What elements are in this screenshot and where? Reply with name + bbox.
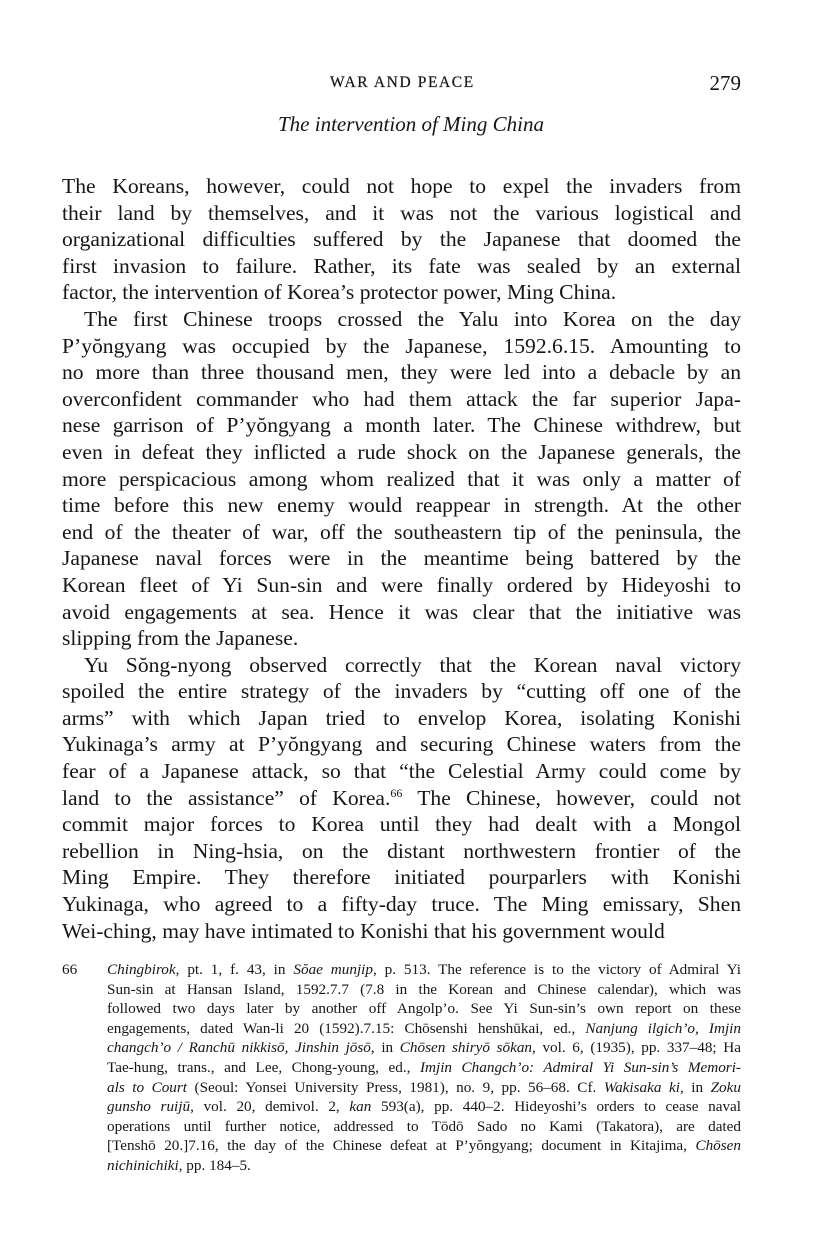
paragraph <box>62 173 741 306</box>
text-line: no more than three thousand men, they were led into a debacle by an <box>62 360 741 385</box>
paragraph <box>62 652 741 945</box>
text-line: P’yŏngyang was occupied by the Japanese, 1592.6.15. Amounting to <box>62 333 741 358</box>
footnote-line: engagements, dated Wan-li 20 (1592).7.15: Chōsenshi henshūkai, ed., Nanjung ilgich’o, Imjin <box>107 1019 741 1037</box>
footnote-number: 66 <box>62 961 78 978</box>
text-line: avoid engagements at sea. Hence it was clear that the initiative was <box>62 599 741 624</box>
text-line: even in defeat they inflicted a rude shock on the Japanese generals, the <box>62 439 741 464</box>
text-line: spoiled the entire strategy of the invaders by “cutting off one of the <box>62 679 741 704</box>
footnote-line: changch’o / Ranchū nikkisō, Jinshin jōsō, in Chōsen shiryō sōkan, vol. 6, (1935), pp. 337–48; Ha <box>107 1039 741 1057</box>
text-line: overconfident commander who had them attack the far superior Japa- <box>62 386 741 411</box>
text-line: Yukinaga, who agreed to a fifty-day truce. The Ming emissary, Shen <box>62 892 741 917</box>
text-line: slipping from the Japanese. <box>62 626 299 651</box>
footnote-line: nichinichiki, pp. 184–5. <box>107 1156 251 1174</box>
footnotes <box>62 960 741 1176</box>
text-line: The first Chinese troops crossed the Yalu into Korea on the day <box>84 306 741 331</box>
text-line: first invasion to failure. Rather, its fate was sealed by an external <box>62 253 741 278</box>
footnote-line: Tae-hung, trans., and Lee, Chong-young, ed., Imjin Changch’o: Admiral Yi Sun-sin’s Memori- <box>107 1058 741 1076</box>
page-number: 279 <box>709 71 741 95</box>
text-line: commit major forces to Korea until they had dealt with a Mongol <box>62 812 741 837</box>
footnote-line: operations until further notice, addressed to Tōdō Sado no Kami (Takatora), are dated <box>107 1117 741 1135</box>
text-line: Yu Sŏng-nyong observed correctly that the Korean naval victory <box>84 652 741 677</box>
footnote-line: followed two days later by another off Angolp’o. See Yi Sun-sin’s own report on these <box>107 1000 741 1018</box>
footnote-line: als to Court (Seoul: Yonsei University Press, 1981), no. 9, pp. 56–68. Cf. Wakisaka ki, in Zoku <box>107 1078 741 1096</box>
footnote-line: gunsho ruijū, vol. 20, demivol. 2, kan 593(a), pp. 440–2. Hideyoshi’s orders to cease naval <box>107 1098 741 1116</box>
footnote-reference[interactable]: 66 <box>390 785 403 800</box>
footnote-line: Sun-sin at Hansan Island, 1592.7.7 (7.8 in the Korean and Chinese calendar), which was <box>107 980 741 998</box>
text-line: Korean fleet of Yi Sun-sin and were finally ordered by Hideyoshi to <box>62 572 741 597</box>
section-title: The intervention of Ming China <box>278 112 544 136</box>
text-line: end of the theater of war, off the southeastern tip of the peninsula, the <box>62 519 741 544</box>
text-line: Wei-ching, may have intimated to Konishi that his government would <box>62 918 665 943</box>
running-title: WAR AND PEACE <box>330 74 475 91</box>
text-line: fear of a Japanese attack, so that “the Celestial Army could come by <box>62 759 741 784</box>
text-line: rebellion in Ning-hsia, on the distant northwestern frontier of the <box>62 838 741 863</box>
footnote-line: Chingbirok, pt. 1, f. 43, in Sŏae munjip, p. 513. The reference is to the victory of Admiral Yi <box>107 961 741 978</box>
text-line: The Koreans, however, could not hope to expel the invaders from <box>62 174 741 198</box>
body-text <box>62 173 741 944</box>
text-line: their land by themselves, and it was not the various logistical and <box>62 200 741 225</box>
text-line: more perspicacious among whom realized that it was only a matter of <box>62 466 741 491</box>
running-head <box>0 71 822 96</box>
text-line: Yukinaga’s army at P’yŏngyang and securing Chinese waters from the <box>62 732 741 757</box>
footnote <box>62 960 741 1176</box>
text-line: nese garrison of P’yŏngyang a month later. The Chinese withdrew, but <box>62 413 741 438</box>
text-line: factor, the intervention of Korea’s protector power, Ming China. <box>62 280 617 305</box>
text-line: time before this new enemy would reappear in strength. At the other <box>62 493 741 518</box>
footnote-line: [Tenshō 20.]7.16, the day of the Chinese defeat at P’yŏngyang; document in Kitajima, Chōsen <box>107 1137 741 1155</box>
text-line: Ming Empire. They therefore initiated pourparlers with Konishi <box>62 865 741 890</box>
paragraph <box>62 306 741 652</box>
text-line: Japanese naval forces were in the meantime being battered by the <box>62 546 741 571</box>
text-line: organizational difficulties suffered by the Japanese that doomed the <box>62 227 741 252</box>
text-line: land to the assistance” of Korea.$^{66}$ The Chinese, however, could not <box>62 785 741 810</box>
text-line: arms” with which Japan tried to envelop Korea, isolating Konishi <box>62 705 741 730</box>
